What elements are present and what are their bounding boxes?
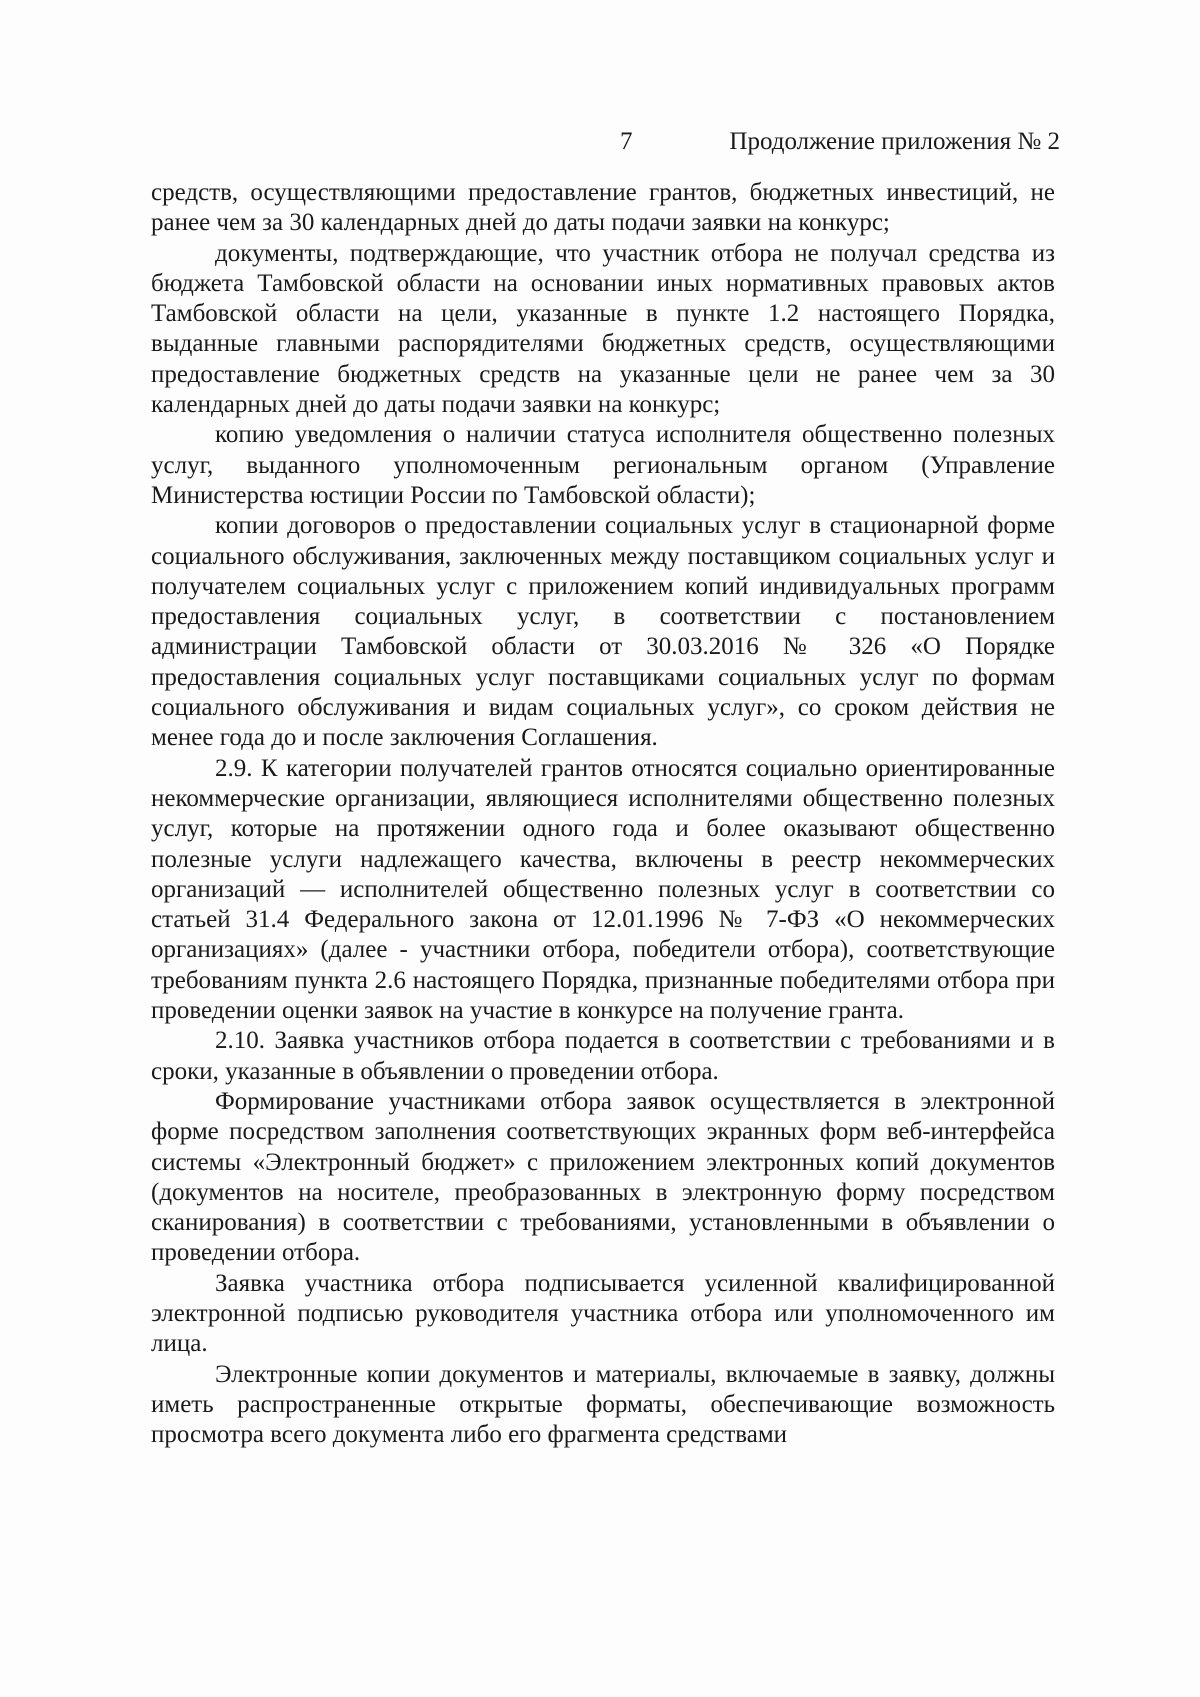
appendix-continuation-label: Продолжение приложения № 2 xyxy=(729,128,1060,155)
paragraph-section-2-9: 2.9. К категории получателей грантов относятся социально ориентированные некоммерческие организации, являющиеся исполнителями общественно полезных услуг, которые на протяжении одного года и более оказывают общественно полезные услуги надлежащего качества, включены в реестр некоммерческих организаций — исполнителей общественно полезных услуг в соответствии со статьей 31.4 Федерального закона от 12.01.1996 № 7-ФЗ «О некоммерческих организациях» (далее - участники отбора, победители отбора), соответствующие требованиям пункта 2.6 настоящего Порядка, признанные победителями отбора при проведении оценки заявок на участие в конкурсе на получение гранта. xyxy=(151,754,1055,1025)
paragraph: копии договоров о предоставлении социальных услуг в стационарной форме социального обслуживания, заключенных между поставщиком социальных услуг и получателем социальных услуг с приложением копий индивидуальных программ предоставления социальных услуг, в соответствии с постановлением администрации Тамбовской области от 30.03.2016 № 326 «О Порядке предоставления социальных услуг поставщиками социальных услуг по формам социального обслуживания и видам социальных услуг», со сроком действия не менее года до и после заключения Соглашения. xyxy=(151,512,1055,752)
paragraph: Формирование участниками отбора заявок осуществляется в электронной форме посредством заполнения соответствующих экранных форм веб-интерфейса системы «Электронный бюджет» с приложением электронных копий документов (документов на носителе, преобразованных в электронную форму посредством сканирования) в соответствии с требованиями, установленными в объявлении о проведении отбора. xyxy=(151,1087,1055,1267)
document-body xyxy=(151,178,1055,1450)
page-header xyxy=(150,128,1060,164)
paragraph: документы, подтверждающие, что участник отбора не получал средства из бюджета Тамбовской области на основании иных нормативных правовых актов Тамбовской области на цели, указанные в пункте 1.2 настоящего Порядка, выданные главными распорядителями бюджетных средств, осуществляющими предоставление бюджетных средств на указанные цели не ранее чем за 30 календарных дней до даты подачи заявки на конкурс; xyxy=(151,239,1055,419)
paragraph: Заявка участника отбора подписывается усиленной квалифицированной электронной подписью руководителя участника отбора или уполномоченного им лица. xyxy=(151,1269,1055,1358)
paragraph: Электронные копии документов и материалы, включаемые в заявку, должны иметь распространенные открытые форматы, обеспечивающие возможность просмотра всего документа либо его фрагмента средствами xyxy=(151,1360,1055,1449)
page-number: 7 xyxy=(620,128,633,155)
paragraph: копию уведомления о наличии статуса исполнителя общественно полезных услуг, выданного уполномоченным региональным органом (Управление Министерства юстиции России по Тамбовской области); xyxy=(151,421,1055,509)
paragraph-section-2-10: 2.10. Заявка участников отбора подается в соответствии с требованиями и в сроки, указанные в объявлении о проведении отбора. xyxy=(151,1027,1055,1085)
paragraph: средств, осуществляющими предоставление грантов, бюджетных инвестиций, не ранее чем за 30 календарных дней до даты подачи заявки на конкурс; xyxy=(151,179,1055,237)
